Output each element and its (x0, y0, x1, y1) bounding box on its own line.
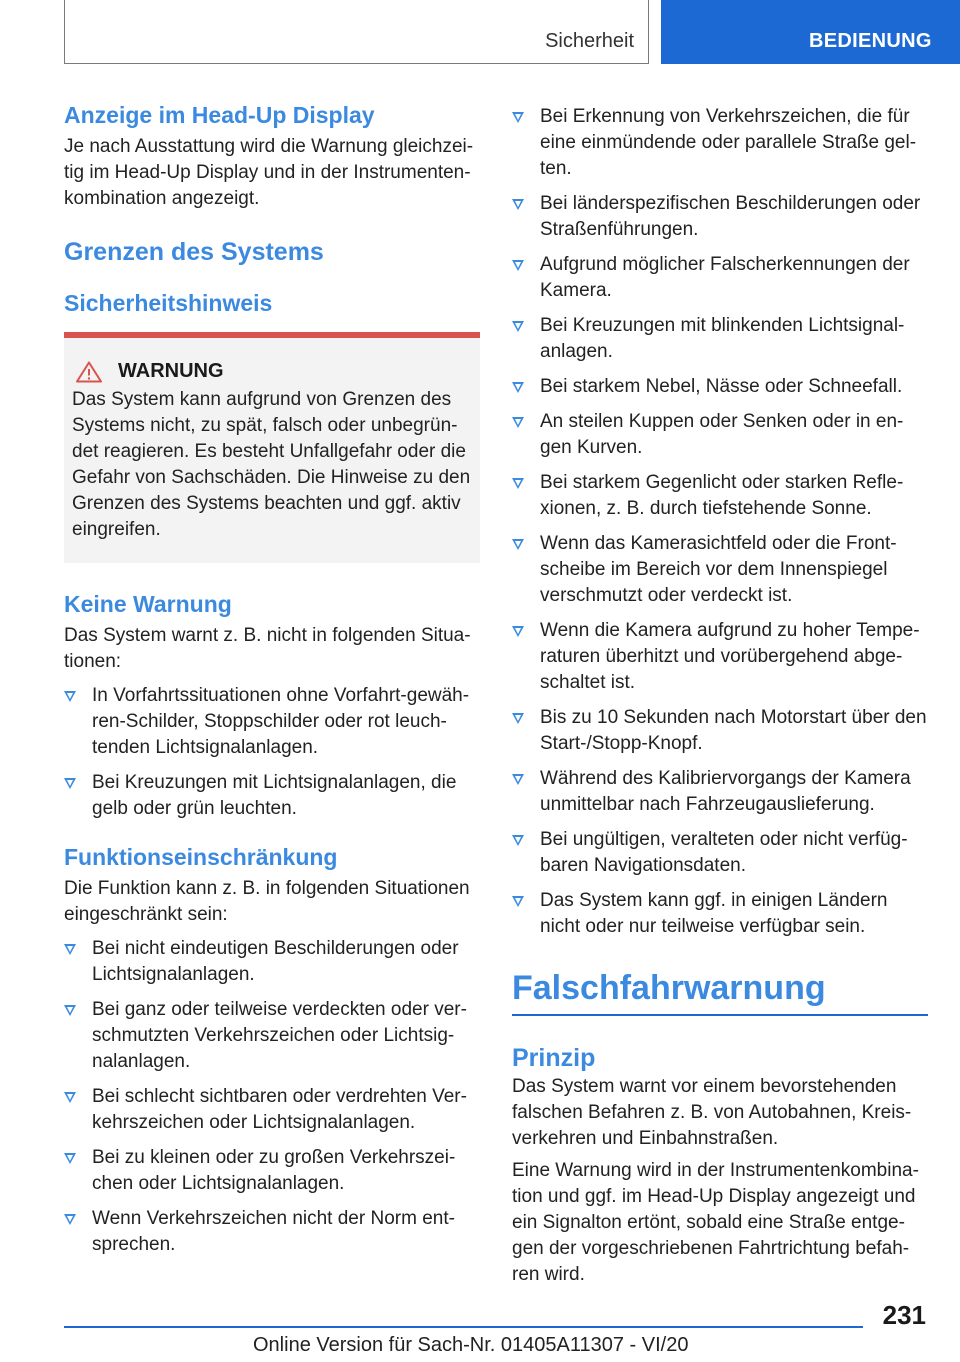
list-item: Bis zu 10 Sekunden nach Motorstart über den Start-/Stopp-Knopf. (512, 705, 928, 757)
limits-heading: Grenzen des Systems (64, 238, 324, 266)
warning-box (64, 332, 480, 563)
no-warning-list (64, 683, 480, 822)
warning-title: WARNUNG (118, 360, 224, 382)
restriction-list (64, 936, 480, 1258)
list-item: Bei länderspezifischen Beschilderungen oder Straßenführungen. (512, 191, 928, 243)
list-item: Während des Kalibriervorgangs der Kamera unmittelbar nach Fahrzeugauslieferung. (512, 766, 928, 818)
warning-triangle-icon (76, 361, 102, 383)
no-warning-text: Das System warnt z. B. nicht in folgenden Situa-tionen: (64, 625, 471, 672)
list-item: Wenn das Kamerasichtfeld oder die Front-scheibe im Bereich vor dem Innenspiegel verschmutzt oder verdeckt ist. (512, 531, 928, 609)
header-chapter-tab (661, 0, 960, 64)
hud-text: Je nach Ausstattung wird die Warnung gleichzei-tig im Head-Up Display und in der Instrumenten-kombination angezeigt. (64, 136, 474, 209)
list-item: Bei starkem Nebel, Nässe oder Schneefall. (512, 374, 928, 400)
heading-rule (512, 1014, 928, 1016)
restriction-heading: Funktionseinschränkung (64, 844, 338, 870)
header-chapter-label: BEDIENUNG (809, 30, 932, 52)
list-item: Wenn Verkehrszeichen nicht der Norm ent-sprechen. (64, 1206, 480, 1258)
restriction-text: Die Funktion kann z. B. in folgenden Situationen eingeschränkt sein: (64, 878, 470, 925)
list-item: An steilen Kuppen oder Senken oder in en-gen Kurven. (512, 409, 928, 461)
list-item: Aufgrund möglicher Falscherkennungen der Kamera. (512, 252, 928, 304)
list-item: Bei schlecht sichtbaren oder verdrehten Ver-kehrszeichen oder Lichtsignalanlagen. (64, 1084, 480, 1136)
list-item: Bei ungültigen, veralteten oder nicht verfüg-baren Navigationsdaten. (512, 827, 928, 879)
list-item: Bei nicht eindeutigen Beschilderungen oder Lichtsignalanlagen. (64, 936, 480, 988)
hud-heading: Anzeige im Head-Up Display (64, 102, 375, 128)
principle-text-1: Das System warnt vor einem bevorstehenden falschen Befahren z. B. von Autobahnen, Kreis-verkehren und Einbahnstraßen. (512, 1076, 912, 1149)
warning-text: Das System kann aufgrund von Grenzen des Systems nicht, zu spät, falsch oder unbegrün-det reagieren. Es besteht Unfallgefahr oder die Gefahr von Sachschäden. Die Hinweise zu den Grenzen des Systems beachten und ggf. aktiv eingreifen. (72, 389, 471, 540)
list-item: Bei zu kleinen oder zu großen Verkehrszei-chen oder Lichtsignalanlagen. (64, 1145, 480, 1197)
wrongway-heading: Falschfahrwarnung (512, 969, 826, 1007)
left-column (64, 100, 480, 1267)
footer-rule (64, 1326, 863, 1328)
list-item: Wenn die Kamera aufgrund zu hoher Tempe-raturen überhitzt und vorübergehend abge-schaltet ist. (512, 618, 928, 696)
right-column (512, 100, 928, 1288)
header-section-tab (64, 0, 649, 64)
list-item: Bei Erkennung von Verkehrszeichen, die für eine einmündende oder parallele Straße gel-ten. (512, 104, 928, 182)
no-warning-heading: Keine Warnung (64, 591, 232, 617)
list-item: Bei starkem Gegenlicht oder starken Refle-xionen, z. B. durch tiefstehende Sonne. (512, 470, 928, 522)
list-item: Bei ganz oder teilweise verdeckten oder ver-schmutzten Verkehrszeichen oder Lichtsig-nalanlagen. (64, 997, 480, 1075)
page-number: 231 (882, 1300, 926, 1330)
principle-heading: Prinzip (512, 1044, 596, 1072)
list-item: In Vorfahrtssituationen ohne Vorfahrt-gewäh-ren-Schilder, Stoppschilder oder rot leuch-tenden Lichtsignalanlagen. (64, 683, 480, 761)
list-item: Bei Kreuzungen mit Lichtsignalanlagen, die gelb oder grün leuchten. (64, 770, 480, 822)
list-item: Das System kann ggf. in einigen Ländern nicht oder nur teilweise verfügbar sein. (512, 888, 928, 940)
safety-heading: Sicherheitshinweis (64, 290, 273, 316)
footer-text: Online Version für Sach-Nr. 01405A11307 - VI/20 (253, 1334, 689, 1356)
principle-text-2: Eine Warnung wird in der Instrumentenkombina-tion und ggf. im Head-Up Display angezeigt und ein Signalton ertönt, sobald eine Straße entge-gen der vorgeschriebenen Fahrtrichtung befah-ren wird. (512, 1160, 919, 1285)
list-item: Bei Kreuzungen mit blinkenden Lichtsignal-anlagen. (512, 313, 928, 365)
restriction-list-continued (512, 104, 928, 940)
header-section-label: Sicherheit (545, 30, 634, 52)
